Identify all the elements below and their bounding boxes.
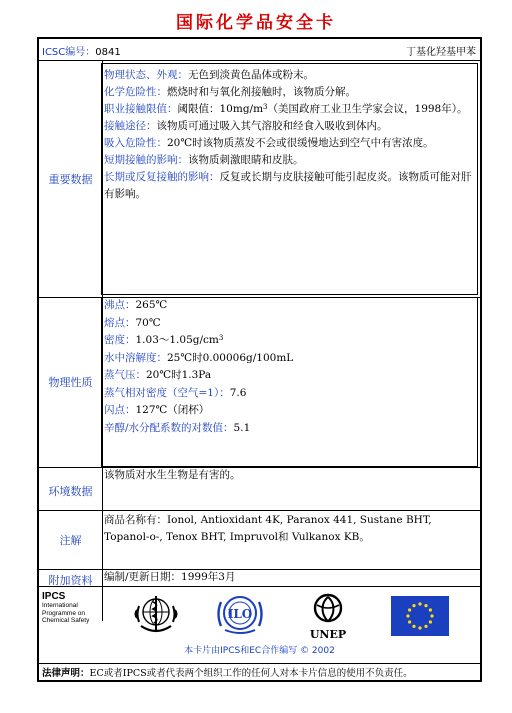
section-label-additional: 附加资料 [48, 574, 93, 587]
section-label-environment: 环境数据 [48, 485, 93, 498]
density-superscript: 3 [218, 334, 224, 342]
value-boiling-point: 265℃ [135, 299, 168, 311]
environment-text: 该物质对水生生物是有害的。 [104, 469, 241, 481]
value-flash-point: 127℃（闭杯） [135, 404, 210, 416]
key-log-kow: 辛醇/水分配系数的对数值： [104, 421, 234, 434]
unep-label: UNEP [309, 628, 347, 641]
value-solubility: 25℃时0.00006g/100mL [167, 351, 294, 364]
key-route: 接触途径： [104, 120, 157, 132]
section-label-notes: 注解 [59, 534, 82, 547]
important-content [104, 67, 478, 203]
value-exposure-limit-source: （美国政府工业卫生学家会议，1998年）。 [267, 103, 468, 115]
key-density: 密度： [104, 334, 136, 346]
eu-flag-icon [391, 596, 449, 636]
unep-logo-icon [303, 591, 353, 641]
value-long-term: 反复或长期与皮肤接触可能引起皮炎。该物质可能对肝有影响。 [104, 171, 472, 200]
ipcs-logo [42, 591, 89, 625]
key-short-term: 短期接触的影响： [104, 154, 188, 166]
item-flash-point [104, 402, 478, 420]
value-density: 1.03～1.05g/cm [135, 334, 219, 346]
value-exposure-limit: 阈限值：10mg/m [177, 103, 264, 115]
value-inhalation: 20℃时该物质蒸发不会或很缓慢地达到空气中有害浓度。 [167, 137, 434, 149]
key-long-term: 长期或反复接触的影响： [104, 171, 220, 183]
notes-text: 商品名称有：Ionol, Antioxidant 4K, Paranox 441, Sustane BHT, Topanol-o-, Tenox BHT, Impruvol和 Vulkanox KB。 [104, 514, 432, 543]
value-log-kow: 5.1 [233, 421, 251, 434]
section-label-important: 重要数据 [48, 173, 93, 186]
ipcs-title: IPCS [42, 591, 66, 602]
exposure-limit-superscript: 3 [263, 103, 268, 111]
legal-text: EC或者IPCS或者代表两个组织工作的任何人对本卡片信息的使用不负责任。 [89, 668, 413, 679]
item-solubility [104, 350, 478, 368]
item-boiling-point [104, 297, 478, 315]
divider [39, 663, 480, 664]
value-melting-point: 70℃ [135, 316, 161, 329]
value-route: 该物质可通过吸入其气溶胶和经食入吸收到体内。 [156, 120, 388, 132]
key-vapor-density: 蒸气相对密度（空气=1）： [104, 386, 230, 399]
icsc-code-value: 0841 [95, 47, 121, 58]
legal-notice [42, 665, 413, 679]
item-short-term [104, 152, 478, 169]
divider [39, 60, 480, 61]
page-title: 国际化学品安全卡 [176, 13, 336, 33]
value-appearance: 无色到淡黄色晶体或粉末。 [188, 69, 314, 81]
item-melting-point [104, 315, 478, 333]
section-label-physical: 物理性质 [48, 376, 93, 389]
ipcs-line-2: Programme on [42, 609, 85, 617]
key-inhalation: 吸入危险性： [104, 137, 167, 149]
ilo-logo-icon [213, 592, 267, 636]
value-vapor-density: 7.6 [229, 386, 247, 399]
key-melting-point: 熔点： [104, 316, 136, 329]
item-route [104, 118, 478, 135]
item-log-kow [104, 420, 478, 438]
ipcs-line-1: International [42, 602, 78, 609]
legal-label: 法律声明： [42, 668, 90, 679]
key-appearance: 物理状态、外观： [104, 69, 188, 81]
key-exposure-limit: 职业接触限值： [104, 103, 178, 115]
who-logo-icon [133, 592, 179, 636]
divider [39, 510, 480, 511]
chemical-name: 丁基化羟基甲苯 [406, 47, 476, 58]
physical-content [104, 297, 478, 437]
key-chem-hazard: 化学危险性： [104, 86, 167, 98]
item-chem-hazard [104, 84, 478, 101]
value-chem-hazard: 燃烧时和与氧化剂接触时，该物质分解。 [167, 86, 356, 98]
ilo-logo-text: ILO [227, 607, 253, 621]
additional-text: 编制/更新日期：1999年3月 [104, 571, 236, 583]
key-boiling-point: 沸点： [104, 299, 136, 311]
safety-card [37, 37, 482, 682]
key-vapor-pressure: 蒸气压： [104, 369, 146, 381]
item-appearance [104, 67, 478, 84]
item-long-term [104, 169, 478, 203]
key-solubility: 水中溶解度： [104, 351, 167, 364]
divider [39, 586, 480, 587]
ipcs-line-3: Chemical Safety [42, 617, 90, 624]
item-density [104, 332, 478, 350]
item-inhalation [104, 135, 478, 152]
item-vapor-pressure [104, 367, 478, 385]
key-flash-point: 闪点： [104, 404, 136, 416]
value-vapor-pressure: 20℃时1.3Pa [146, 369, 212, 381]
item-vapor-density [104, 385, 478, 403]
credit-line: 本卡片由IPCS和EC合作编写 © 2002 [184, 646, 335, 656]
value-short-term: 该物质刺激眼睛和皮肤。 [188, 154, 304, 166]
item-exposure-limit [104, 101, 478, 118]
icsc-code-label: ICSC编号： [42, 47, 96, 58]
icsc-code [42, 43, 121, 58]
